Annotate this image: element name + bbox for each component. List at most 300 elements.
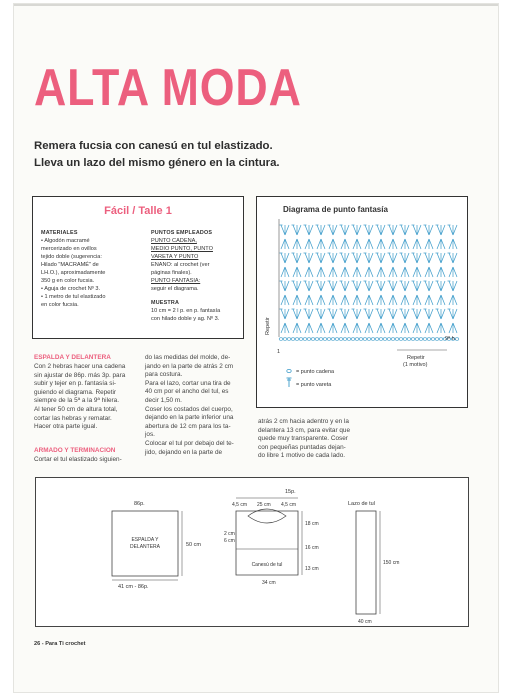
stitch-mark	[353, 253, 357, 263]
legend-vareta: = punto vareta	[296, 382, 332, 388]
stitch-mark	[353, 323, 357, 333]
muestra-label: MUESTRA	[151, 300, 180, 306]
stitch-mark	[317, 239, 321, 249]
stitch-mark	[393, 309, 397, 319]
stitch-mark	[357, 239, 361, 249]
chain-stitch	[427, 338, 431, 341]
stitch-mark	[401, 225, 405, 235]
stitch-mark	[293, 267, 297, 277]
chain-stitch	[319, 338, 323, 341]
stitch-mark	[365, 267, 369, 277]
stitch-mark	[345, 281, 349, 291]
stitch-mark	[333, 295, 337, 305]
chain-stitch	[335, 338, 339, 341]
instructions-col1	[34, 363, 142, 432]
stitch-mark	[321, 295, 325, 305]
p2-width-1: 4,5 cm	[232, 502, 248, 508]
stitch-mark	[353, 309, 357, 319]
text-line: Colocar el tul por debajo del te-	[145, 439, 234, 447]
stitch-mark	[437, 239, 441, 249]
stitch-mark	[405, 281, 409, 291]
stitch-mark	[341, 239, 345, 249]
materiales-label: MATERIALES	[41, 230, 78, 236]
stitch-mark	[341, 309, 345, 319]
subtitle-line-1: Remera fucsia con canesú en tul elastizado.	[34, 140, 273, 152]
stitch-mark	[413, 295, 417, 305]
chain-stitch	[327, 338, 331, 341]
stitch-mark	[441, 239, 445, 249]
stitch-mark	[413, 253, 417, 263]
text-line: para costura.	[145, 371, 183, 379]
schematic-drawing	[36, 478, 468, 626]
stitch-mark	[437, 267, 441, 277]
stitch-mark	[413, 323, 417, 333]
stitch-mark	[305, 323, 309, 333]
stitch-mark	[413, 239, 417, 249]
repeat-side-label: Repetir	[265, 317, 271, 335]
chain-stitch	[403, 338, 407, 341]
stitch-mark	[429, 225, 433, 235]
stitch-mark	[297, 253, 301, 263]
stitch-mark	[285, 323, 289, 333]
chain-stitch	[391, 338, 395, 341]
p2-left-2: 6 cm	[224, 538, 235, 544]
materiales-line: • 1 metro de tul elastizado	[41, 294, 106, 300]
chain-stitch	[423, 338, 427, 341]
stitch-mark	[333, 323, 337, 333]
chain-stitch	[323, 338, 327, 341]
stitch-mark	[381, 267, 385, 277]
stitch-mark	[413, 309, 417, 319]
stitch-mark	[441, 225, 445, 235]
text-line: Coser los costados del cuerpo,	[145, 405, 233, 413]
stitch-mark	[297, 281, 301, 291]
stitch-mark	[401, 239, 405, 249]
stitch-mark	[405, 239, 409, 249]
stitch-mark	[429, 267, 433, 277]
stitch-mark	[453, 253, 457, 263]
stitch-mark	[377, 239, 381, 249]
stitch-mark	[449, 239, 453, 249]
stitch-mark	[401, 323, 405, 333]
materiales-line: mercerizado en ovillos	[41, 246, 97, 252]
stitch-mark	[293, 295, 297, 305]
stitch-mark	[437, 253, 441, 263]
text-line: do las medidas del molde, de-	[145, 354, 231, 361]
stitch-mark	[321, 323, 325, 333]
stitch-mark	[341, 267, 345, 277]
stitch-mark	[369, 225, 373, 235]
text-line: 40 cm por el ancho del tul, es	[145, 388, 229, 396]
stitch-mark	[369, 267, 373, 277]
stitch-mark	[285, 225, 289, 235]
stitch-mark	[429, 253, 433, 263]
section-heading-armado: ARMADO Y TERMINACION	[34, 447, 116, 454]
text-line: Con 2 hebras hacer una cadena	[34, 363, 126, 370]
puntos-line: seguir el diagrama.	[151, 286, 199, 292]
stitch-mark	[441, 309, 445, 319]
stitch-mark	[389, 295, 393, 305]
stitch-mark	[317, 295, 321, 305]
stitch-mark	[405, 295, 409, 305]
stitch-mark	[357, 295, 361, 305]
chain-stitch	[331, 338, 335, 341]
text-line: do libre 1 motivo de cada lado.	[258, 452, 346, 460]
stitch-mark	[297, 239, 301, 249]
stitch-mark	[281, 281, 285, 291]
stitch-mark	[393, 225, 397, 235]
stitch-mark	[377, 309, 381, 319]
p2-right-2: 16 cm	[305, 545, 319, 551]
stitch-mark	[413, 267, 417, 277]
stitch-mark	[393, 267, 397, 277]
text-line: Hacer otra parte igual.	[34, 423, 98, 431]
stitch-mark	[317, 267, 321, 277]
chain-stitch	[295, 338, 299, 341]
stitch-mark	[429, 295, 433, 305]
stitch-mark	[441, 281, 445, 291]
stitch-mark	[353, 267, 357, 277]
stitch-mark	[389, 323, 393, 333]
stitch-mark	[333, 281, 337, 291]
text-line: delantera 13 cm, para evitar que	[258, 426, 351, 434]
stitch-mark	[401, 309, 405, 319]
stitch-mark	[425, 267, 429, 277]
stitch-mark	[341, 295, 345, 305]
stitch-mark	[317, 323, 321, 333]
stitch-mark	[437, 281, 441, 291]
p3-side-label: 150 cm	[383, 560, 400, 566]
materiales-column	[41, 229, 131, 309]
stitch-mark	[305, 281, 309, 291]
materiales-line: en color fucsia.	[41, 302, 79, 308]
stitch-mark	[417, 281, 421, 291]
stitch-mark	[389, 253, 393, 263]
puntos-column	[151, 229, 241, 323]
stitch-mark	[389, 225, 393, 235]
stitch-mark	[329, 295, 333, 305]
stitch-mark	[365, 239, 369, 249]
chain-stitch	[347, 338, 351, 341]
puntos-line: MEDIO PUNTO, PUNTO	[151, 246, 213, 252]
stitch-mark	[357, 253, 361, 263]
stitch-mark	[305, 309, 309, 319]
stitch-mark	[425, 323, 429, 333]
stitch-mark	[365, 295, 369, 305]
stitch-mark	[413, 281, 417, 291]
stitch-mark	[381, 281, 385, 291]
stitch-mark	[305, 253, 309, 263]
stitch-mark	[377, 253, 381, 263]
stitch-mark	[341, 281, 345, 291]
text-line: Cortar el tul elastizado siguien-	[34, 456, 122, 463]
chain-stitch	[387, 338, 391, 341]
puntos-label: PUNTOS EMPLEADOS	[151, 230, 213, 236]
stitch-mark	[309, 309, 313, 319]
stitch-mark	[293, 225, 297, 235]
stitch-mark	[365, 309, 369, 319]
page-footer: 26 - Para Ti crochet	[34, 641, 86, 647]
stitch-mark	[309, 267, 313, 277]
chain-stitch	[311, 338, 315, 341]
stitch-mark	[305, 295, 309, 305]
chain-symbol-icon	[287, 369, 291, 372]
chain-stitch	[371, 338, 375, 341]
p1-label-2: DELANTERA	[129, 544, 161, 550]
stitch-mark	[321, 225, 325, 235]
stitch-mark	[377, 267, 381, 277]
stitch-mark	[345, 225, 349, 235]
stitch-mark	[441, 253, 445, 263]
stitch-mark	[321, 309, 325, 319]
stitch-mark	[401, 295, 405, 305]
stitch-mark	[405, 225, 409, 235]
instructions-col2	[145, 354, 253, 457]
materiales-line: Hilado "MACRAMÉ" de	[41, 262, 99, 268]
stitch-mark	[401, 253, 405, 263]
stitch-mark	[453, 267, 457, 277]
chain-stitch	[411, 338, 415, 341]
stitch-mark	[453, 309, 457, 319]
stitch-mark	[333, 309, 337, 319]
stitch-mark	[381, 323, 385, 333]
stitch-mark	[329, 253, 333, 263]
chain-stitch	[383, 338, 387, 341]
stitch-mark	[369, 309, 373, 319]
stitch-mark	[425, 253, 429, 263]
puntos-line: páginas finales).	[151, 270, 192, 276]
stitch-mark	[305, 239, 309, 249]
stitch-mark	[285, 281, 289, 291]
stitch-mark	[281, 309, 285, 319]
stitch-mark	[317, 253, 321, 263]
vareta-symbol-icon	[287, 378, 292, 387]
stitch-mark	[297, 309, 301, 319]
chain-stitch	[367, 338, 371, 341]
p2-label: Canesú de tul	[251, 562, 283, 568]
stitch-mark	[345, 253, 349, 263]
stitch-mark	[345, 267, 349, 277]
muestra-line: 10 cm = 2 l p. en p. fantasía	[151, 308, 221, 314]
stitch-mark	[357, 309, 361, 319]
stitch-mark	[449, 323, 453, 333]
chain-stitch	[439, 338, 443, 341]
stitch-diagram-box	[256, 196, 468, 408]
stitch-grid	[279, 225, 459, 340]
stitch-mark	[329, 267, 333, 277]
stitch-mark	[309, 253, 313, 263]
stitch-mark	[357, 323, 361, 333]
stitch-mark	[453, 323, 457, 333]
stitch-mark	[441, 323, 445, 333]
stitch-mark	[329, 323, 333, 333]
p2-width-3: 4,5 cm	[281, 502, 297, 508]
stitch-mark	[453, 281, 457, 291]
stitch-mark	[345, 239, 349, 249]
text-line: siempre de la 5ª a la 9ª hilera.	[34, 397, 120, 405]
chain-stitch	[415, 338, 419, 341]
stitch-mark	[321, 239, 325, 249]
chain-stitch	[279, 338, 283, 341]
chain-stitch	[379, 338, 383, 341]
chain-stitch	[435, 338, 439, 341]
difficulty-heading: Fácil / Talle 1	[104, 205, 172, 217]
stitch-mark	[393, 239, 397, 249]
stitch-mark	[317, 309, 321, 319]
stitch-mark	[357, 225, 361, 235]
stitch-mark	[369, 281, 373, 291]
stitch-mark	[345, 309, 349, 319]
stitch-mark	[285, 309, 289, 319]
stitch-mark	[425, 309, 429, 319]
stitch-mark	[365, 323, 369, 333]
stitch-mark	[345, 295, 349, 305]
stitch-mark	[401, 281, 405, 291]
stitch-mark	[417, 295, 421, 305]
chain-stitch	[363, 338, 367, 341]
stitch-mark	[429, 239, 433, 249]
stitch-mark	[321, 253, 325, 263]
p3-bottom-label: 40 cm	[358, 619, 372, 625]
text-line: dejando en la parte inferior una	[145, 414, 234, 422]
materiales-line: 350 g en color fucsia.	[41, 278, 95, 284]
stitch-mark	[285, 267, 289, 277]
stitch-mark	[453, 239, 457, 249]
stitch-mark	[309, 225, 313, 235]
stitch-diagram	[257, 197, 467, 407]
text-line: sin ajustar de 86p. más 3p. para	[34, 371, 126, 379]
stitch-mark	[297, 295, 301, 305]
stitch-mark	[441, 267, 445, 277]
stitch-mark	[417, 253, 421, 263]
stitch-mark	[293, 253, 297, 263]
motivo-label: (1 motivo)	[403, 362, 428, 368]
chain-stitch	[315, 338, 319, 341]
stitch-mark	[429, 281, 433, 291]
puntos-line: PUNTO FANTASIA:	[151, 278, 201, 284]
materiales-line: LH.O.), aproximadamente	[41, 270, 106, 276]
p2-width-2: 25 cm	[257, 502, 271, 508]
row-marker: 9ª h.	[445, 336, 457, 342]
stitch-mark	[281, 239, 285, 249]
chain-stitch	[351, 338, 355, 341]
stitch-mark	[405, 309, 409, 319]
stitch-mark	[309, 239, 313, 249]
p2-bottom-label: 34 cm	[262, 580, 276, 586]
stitch-mark	[345, 323, 349, 333]
stitch-mark	[417, 309, 421, 319]
chain-stitch	[419, 338, 423, 341]
stitch-mark	[389, 239, 393, 249]
stitch-mark	[449, 281, 453, 291]
text-line: jando en la parte de atrás 2 cm	[145, 362, 234, 370]
chain-stitch	[399, 338, 403, 341]
stitch-mark	[437, 295, 441, 305]
chain-stitch	[339, 338, 343, 341]
stitch-mark	[329, 281, 333, 291]
diagram-title: Diagrama de punto fantasía	[283, 205, 388, 214]
text-line: jido, dejando en la parte de	[145, 448, 223, 456]
chain-stitch	[287, 338, 291, 341]
p3-top-label: Lazo de tul	[348, 501, 375, 507]
stitch-mark	[393, 281, 397, 291]
stitch-mark	[401, 267, 405, 277]
stitch-mark	[309, 323, 313, 333]
stitch-mark	[417, 239, 421, 249]
stitch-mark	[281, 225, 285, 235]
stitch-mark	[333, 239, 337, 249]
p2-top-label: 15p.	[285, 489, 296, 495]
chain-stitch	[375, 338, 379, 341]
stitch-mark	[309, 281, 313, 291]
stitch-mark	[449, 295, 453, 305]
stitch-mark	[329, 225, 333, 235]
muestra-line: con hilado doble y ag. Nº 3.	[151, 316, 220, 322]
stitch-mark	[441, 295, 445, 305]
chain-stitch	[299, 338, 303, 341]
p2-right-1: 18 cm	[305, 521, 319, 527]
chain-stitch	[343, 338, 347, 341]
stitch-mark	[357, 281, 361, 291]
subtitle-line-2: Lleva un lazo del mismo género en la cintura.	[34, 157, 280, 169]
instructions-col3	[258, 418, 366, 461]
stitch-mark	[365, 281, 369, 291]
stitch-mark	[381, 309, 385, 319]
chain-stitch	[307, 338, 311, 341]
pattern-schematic	[35, 477, 469, 627]
stitch-mark	[281, 323, 285, 333]
stitch-mark	[429, 309, 433, 319]
stitch-mark	[357, 267, 361, 277]
chain-stitch	[291, 338, 295, 341]
text-line: Al tener 50 cm de altura total,	[34, 405, 118, 413]
materiales-line: • Algodón macramé	[41, 238, 90, 244]
stitch-mark	[333, 253, 337, 263]
p2-left-1: 2 cm	[224, 531, 235, 537]
stitch-mark	[305, 267, 309, 277]
p2-right-3: 13 cm	[305, 566, 319, 572]
puntos-line: VARETA Y PUNTO	[151, 254, 199, 260]
top-rule	[14, 4, 498, 6]
stitch-mark	[321, 281, 325, 291]
stitch-mark	[405, 253, 409, 263]
stitch-mark	[293, 239, 297, 249]
stitch-mark	[377, 225, 381, 235]
stitch-mark	[381, 239, 385, 249]
section-heading-espalda: ESPALDA Y DELANTERA	[34, 354, 111, 361]
text-line: con pequeñas puntadas dejan-	[258, 443, 346, 451]
stitch-mark	[365, 225, 369, 235]
stitch-mark	[353, 281, 357, 291]
stitch-mark	[405, 323, 409, 333]
stitch-mark	[377, 295, 381, 305]
row-start-label: 1	[277, 349, 281, 355]
stitch-mark	[437, 309, 441, 319]
stitch-mark	[417, 323, 421, 333]
p1-top-label: 86p.	[134, 501, 145, 507]
stitch-mark	[365, 253, 369, 263]
stitch-mark	[333, 267, 337, 277]
stitch-mark	[329, 309, 333, 319]
repeat-bottom-label: Repetir	[407, 355, 425, 361]
stitch-mark	[449, 253, 453, 263]
stitch-mark	[417, 225, 421, 235]
text-line: atrás 2 cm hacia adentro y en la	[258, 418, 349, 425]
stitch-mark	[437, 225, 441, 235]
chain-stitch	[355, 338, 359, 341]
stitch-mark	[285, 253, 289, 263]
stitch-mark	[413, 225, 417, 235]
